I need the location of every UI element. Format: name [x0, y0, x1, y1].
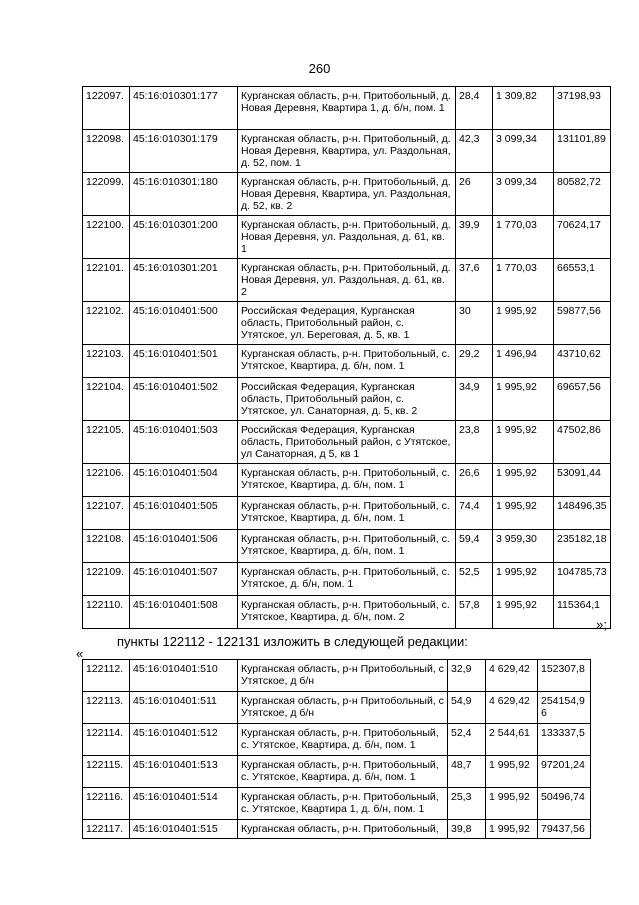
cell-total: 235182,18	[554, 530, 611, 563]
cell-cadastral: 45:16:010401:513	[130, 756, 238, 788]
table-row	[83, 421, 611, 464]
cell-price: 3 099,34	[493, 130, 554, 173]
cell-address: Курганская область, р-н Притобольный, с Утятское, д б/н	[238, 692, 448, 724]
cell-area: 59,4	[456, 530, 493, 563]
cell-address: Курганская область, р-н. Притобольный, д. Новая Деревня, Квартира 1, д. б/н, пом. 1	[238, 87, 456, 130]
cell-area: 26,6	[456, 464, 493, 497]
cell-cadastral: 45:16:010401:502	[130, 378, 238, 421]
cell-num: 122103.	[83, 345, 130, 378]
table-row	[83, 596, 611, 629]
cell-address: Курганская область, р-н. Притобольный, д. Новая Деревня, Квартира, ул. Раздольная, д. 52, пом. 1	[238, 130, 456, 173]
cell-num: 122097.	[83, 87, 130, 130]
cell-num: 122112.	[83, 660, 130, 692]
table-row	[83, 378, 611, 421]
cell-cadastral: 45:16:010401:503	[130, 421, 238, 464]
table-row	[83, 259, 611, 302]
cell-address: Курганская область, р-н. Притобольный, с. Утятское, д. б/н, пом. 1	[238, 563, 456, 596]
cell-price: 1 995,92	[493, 378, 554, 421]
cell-address: Курганская область, р-н. Притобольный, с. Утятское, Квартира, д. б/н, пом. 1	[238, 345, 456, 378]
cell-area: 28,4	[456, 87, 493, 130]
instruction-text: пункты 122112 - 122131 изложить в следующей редакции:	[117, 634, 468, 649]
cell-address: Курганская область, р-н. Притобольный, с. Утятское, Квартира, д. б/н, пом. 2	[238, 596, 456, 629]
cell-total: 80582,72	[554, 173, 611, 216]
cell-total: 254154,96	[538, 692, 591, 724]
cell-num: 122116.	[83, 788, 130, 820]
cell-cadastral: 45:16:010301:200	[130, 216, 238, 259]
cell-area: 52,4	[448, 724, 486, 756]
table-row	[83, 692, 591, 724]
table-row	[83, 820, 591, 839]
cell-total: 104785,73	[554, 563, 611, 596]
cell-price: 1 995,92	[486, 820, 538, 839]
cell-price: 1 995,92	[493, 563, 554, 596]
table-row	[83, 530, 611, 563]
cell-cadastral: 45:16:010401:500	[130, 302, 238, 345]
opening-quote: «	[76, 646, 84, 661]
cell-num: 122102.	[83, 302, 130, 345]
registry-table-body	[83, 87, 611, 629]
cell-price: 1 309,82	[493, 87, 554, 130]
cell-total: 79437,56	[538, 820, 591, 839]
cell-area: 23,8	[456, 421, 493, 464]
cell-num: 122107.	[83, 497, 130, 530]
cell-num: 122098.	[83, 130, 130, 173]
closing-quote: »;	[596, 617, 607, 632]
cell-total: 37198,93	[554, 87, 611, 130]
cell-cadastral: 45:16:010401:514	[130, 788, 238, 820]
cell-area: 30	[456, 302, 493, 345]
table-row	[83, 130, 611, 173]
table-row	[83, 216, 611, 259]
cell-num: 122110.	[83, 596, 130, 629]
cell-total: 152307,8	[538, 660, 591, 692]
cell-address: Курганская область, р-н. Притобольный, с. Утятское, Квартира 1, д. б/н, пом. 1	[238, 788, 448, 820]
cell-total: 43710,62	[554, 345, 611, 378]
cell-price: 4 629,42	[486, 692, 538, 724]
cell-cadastral: 45:16:010301:179	[130, 130, 238, 173]
cell-address: Курганская область, р-н. Притобольный, с. Утятское, Квартира, д. б/н, пом. 1	[238, 756, 448, 788]
cell-address: Курганская область, р-н. Притобольный, с. Утятское, Квартира, д. б/н, пом. 1	[238, 464, 456, 497]
cell-num: 122105.	[83, 421, 130, 464]
cell-total: 69657,56	[554, 378, 611, 421]
table-row	[83, 563, 611, 596]
cell-address: Курганская область, р-н. Притобольный, с. Утятское, Квартира, д. б/н, пом. 1	[238, 724, 448, 756]
cell-price: 1 995,92	[486, 756, 538, 788]
cell-price: 1 770,03	[493, 216, 554, 259]
page-number: 260	[308, 61, 331, 76]
amended-registry-table	[82, 659, 591, 839]
cell-address: Российская Федерация, Курганская область, Притобольный район, с. Утятское, ул. Береговая, д. 5, кв. 1	[238, 302, 456, 345]
cell-price: 3 099,34	[493, 173, 554, 216]
cell-cadastral: 45:16:010401:507	[130, 563, 238, 596]
cell-num: 122101.	[83, 259, 130, 302]
cell-cadastral: 45:16:010401:511	[130, 692, 238, 724]
cell-price: 1 995,92	[486, 788, 538, 820]
cell-address: Курганская область, р-н. Притобольный, с. Утятское, Квартира, д. б/н, пом. 1	[238, 497, 456, 530]
cell-cadastral: 45:16:010401:504	[130, 464, 238, 497]
cell-total: 70624,17	[554, 216, 611, 259]
cell-area: 57,8	[456, 596, 493, 629]
cell-total: 133337,5	[538, 724, 591, 756]
cell-total: 53091,44	[554, 464, 611, 497]
cell-total: 66553,1	[554, 259, 611, 302]
cell-cadastral: 45:16:010401:508	[130, 596, 238, 629]
table-row	[83, 660, 591, 692]
cell-area: 54,9	[448, 692, 486, 724]
cell-area: 74,4	[456, 497, 493, 530]
table-row	[83, 756, 591, 788]
cell-total: 131101,89	[554, 130, 611, 173]
table-row	[83, 724, 591, 756]
cell-num: 122109.	[83, 563, 130, 596]
cell-num: 122117.	[83, 820, 130, 839]
table-row	[83, 788, 591, 820]
cell-cadastral: 45:16:010301:180	[130, 173, 238, 216]
cell-num: 122114.	[83, 724, 130, 756]
cell-price: 1 770,03	[493, 259, 554, 302]
cell-cadastral: 45:16:010401:506	[130, 530, 238, 563]
cell-cadastral: 45:16:010401:505	[130, 497, 238, 530]
cell-num: 122106.	[83, 464, 130, 497]
table-row	[83, 302, 611, 345]
cell-address: Курганская область, р-н. Притобольный, с. Утятское, Квартира, д. б/н, пом. 1	[238, 530, 456, 563]
cell-num: 122099.	[83, 173, 130, 216]
cell-address: Российская Федерация, Курганская область, Притобольный район, с. Утятское, ул. Санаторная, д. 5, кв. 2	[238, 378, 456, 421]
cell-cadastral: 45:16:010401:501	[130, 345, 238, 378]
cell-price: 1 995,92	[493, 497, 554, 530]
table-row	[83, 87, 611, 130]
cell-total: 148496,35	[554, 497, 611, 530]
cell-cadastral: 45:16:010401:515	[130, 820, 238, 839]
cell-address: Курганская область, р-н. Притобольный, д. Новая Деревня, ул. Раздольная, д. 61, кв. 1	[238, 216, 456, 259]
cell-num: 122100.	[83, 216, 130, 259]
cell-total: 50496,74	[538, 788, 591, 820]
cell-address: Курганская область, р-н. Притобольный, д. Новая Деревня, ул. Раздольная, д. 61, кв. 2	[238, 259, 456, 302]
table-row	[83, 345, 611, 378]
cell-cadastral: 45:16:010301:177	[130, 87, 238, 130]
cell-area: 37,6	[456, 259, 493, 302]
cell-num: 122108.	[83, 530, 130, 563]
amended-registry-table-body	[83, 660, 591, 839]
cell-total: 115364,1	[554, 596, 611, 629]
cell-price: 1 995,92	[493, 421, 554, 464]
cell-area: 48,7	[448, 756, 486, 788]
cell-area: 26	[456, 173, 493, 216]
cell-num: 122113.	[83, 692, 130, 724]
cell-num: 122115.	[83, 756, 130, 788]
cell-area: 29,2	[456, 345, 493, 378]
cell-area: 52,5	[456, 563, 493, 596]
cell-num: 122104.	[83, 378, 130, 421]
cell-total: 47502,86	[554, 421, 611, 464]
cell-price: 1 496,94	[493, 345, 554, 378]
cell-total: 97201,24	[538, 756, 591, 788]
cell-area: 39,8	[448, 820, 486, 839]
cell-address: Курганская область, р-н Притобольный, с Утятское, д б/н	[238, 660, 448, 692]
cell-cadastral: 45:16:010401:510	[130, 660, 238, 692]
cell-cadastral: 45:16:010401:512	[130, 724, 238, 756]
cell-area: 34,9	[456, 378, 493, 421]
registry-table	[82, 86, 611, 629]
cell-area: 25,3	[448, 788, 486, 820]
cell-address: Российская Федерация, Курганская область, Притобольный район, с Утятское, ул Санаторная, д 5, кв 1	[238, 421, 456, 464]
cell-price: 1 995,92	[493, 464, 554, 497]
table-row	[83, 497, 611, 530]
cell-area: 39,9	[456, 216, 493, 259]
cell-price: 1 995,92	[493, 302, 554, 345]
cell-area: 32,9	[448, 660, 486, 692]
cell-price: 1 995,92	[493, 596, 554, 629]
cell-price: 4 629,42	[486, 660, 538, 692]
cell-address: Курганская область, р-н. Притобольный, д. Новая Деревня, Квартира, ул. Раздольная, д. 52, кв. 2	[238, 173, 456, 216]
cell-total: 59877,56	[554, 302, 611, 345]
cell-cadastral: 45:16:010301:201	[130, 259, 238, 302]
cell-price: 3 959,30	[493, 530, 554, 563]
cell-area: 42,3	[456, 130, 493, 173]
cell-price: 2 544,61	[486, 724, 538, 756]
table-row	[83, 173, 611, 216]
cell-address: Курганская область, р-н. Притобольный,	[238, 820, 448, 839]
table-row	[83, 464, 611, 497]
